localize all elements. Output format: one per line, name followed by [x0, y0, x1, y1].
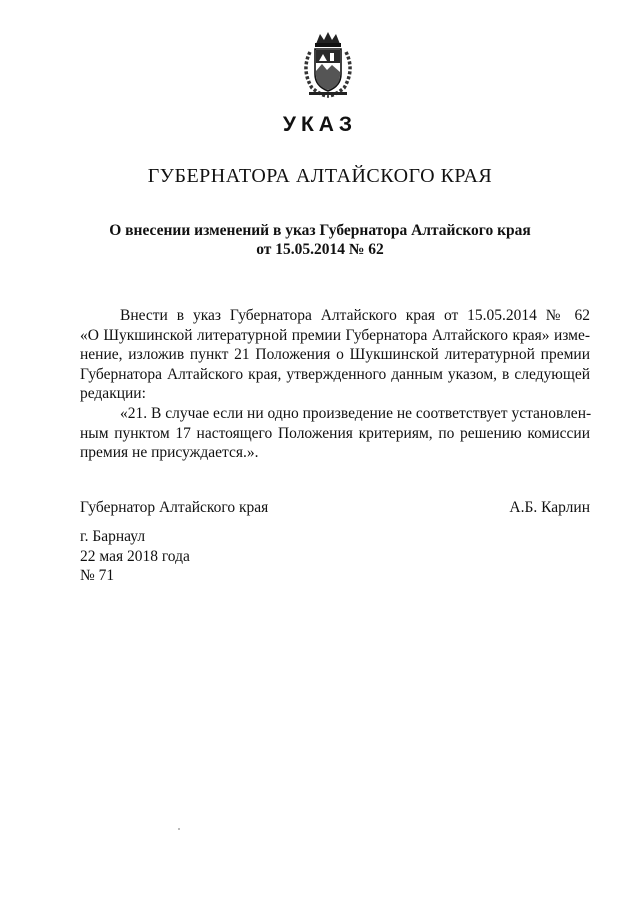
- subject-line: от 15.05.2014 № 62: [256, 241, 384, 258]
- issue-city: г. Барнаул: [80, 528, 146, 545]
- issuer-title: ГУБЕРНАТОРА АЛТАЙСКОГО КРАЯ: [147, 165, 493, 187]
- body-line: Внести в указ Губернатора Алтайского края от 15.05.2014 № 62: [120, 307, 590, 324]
- body-line: нение, изложив пункт 21 Положения о Шукшинской литературной премии: [80, 346, 590, 364]
- signatory-name: А.Б. Карлин: [509, 499, 590, 516]
- document-type-title: УКАЗ: [282, 113, 358, 136]
- body-line: Губернатора Алтайского края, утвержденного данным указом, в следующей: [80, 365, 590, 383]
- issue-date: 22 мая 2018 года: [80, 547, 190, 565]
- issue-details: [80, 527, 190, 586]
- document-subject: [0, 221, 640, 259]
- body-line: редакции:: [80, 385, 146, 403]
- body-line: «О Шукшинской литературной премии Губернатора Алтайского края» изме-: [80, 326, 590, 344]
- signatory-role: Губернатор Алтайского края: [80, 499, 269, 516]
- document-body: [80, 306, 590, 463]
- scan-speck: [178, 828, 180, 830]
- body-line: ным пунктом 17 настоящего Положения критериям, по решению комиссии: [80, 424, 590, 442]
- decree-number: № 71: [80, 567, 115, 585]
- body-line: премия не присуждается.».: [80, 444, 259, 462]
- coat-of-arms-icon: [296, 30, 360, 100]
- body-line: «21. В случае если ни одно произведение не соответствует установлен-: [120, 404, 592, 422]
- subject-line: О внесении изменений в указ Губернатора Алтайского края: [109, 222, 531, 239]
